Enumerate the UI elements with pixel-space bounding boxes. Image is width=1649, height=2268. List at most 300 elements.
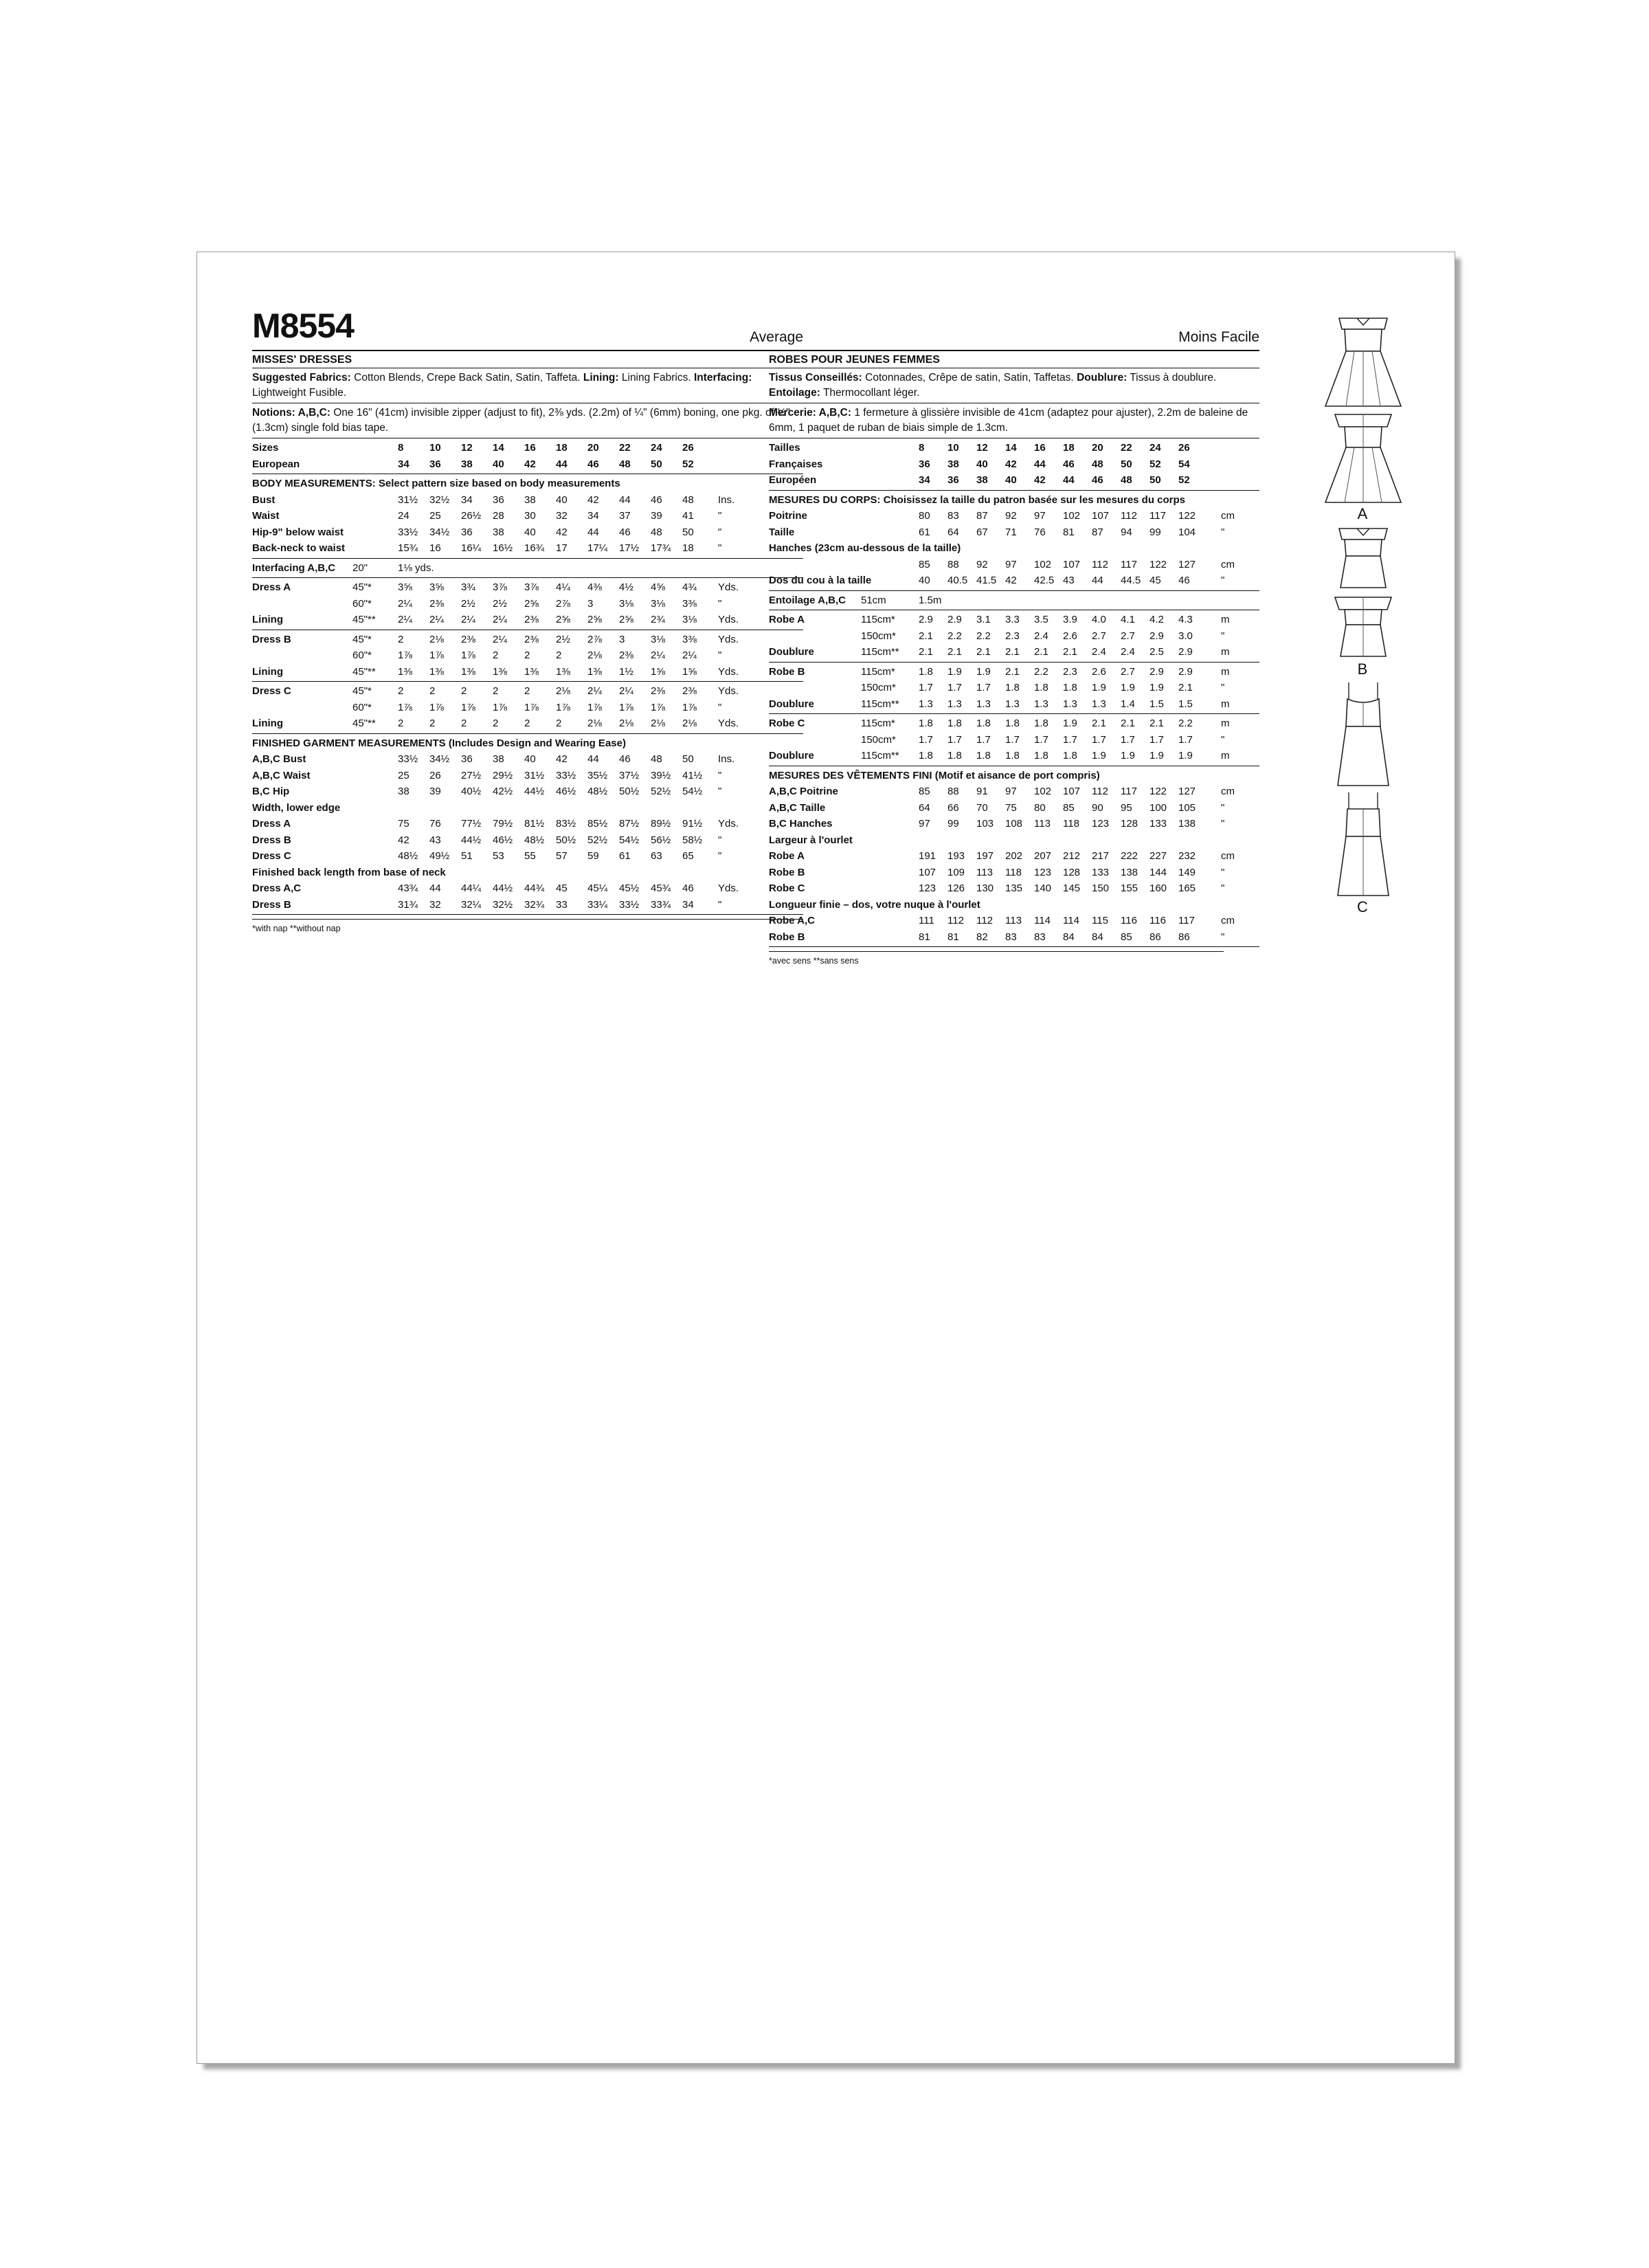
cell-value: 2¼ — [619, 685, 633, 697]
row-label: Back-neck to waist — [252, 542, 346, 554]
table-row — [769, 816, 1259, 832]
cell-value: 46 — [682, 882, 694, 894]
cell-value: 38 — [493, 526, 504, 538]
cell-value: 80 — [919, 510, 930, 522]
cell-value: 46 — [619, 526, 631, 538]
cell-value: 2⅛ — [429, 633, 444, 645]
cell-value: 123 — [1034, 866, 1052, 878]
cell-value: 54½ — [682, 786, 703, 797]
cell-value: 2.6 — [1092, 665, 1106, 678]
notions-label: Notions: A,B,C: — [252, 407, 330, 419]
cell-value: 48 — [619, 458, 631, 470]
cell-value: 26 — [682, 442, 694, 454]
cell-value: 59 — [587, 850, 599, 862]
cell-value: 48 — [651, 526, 662, 538]
cell-value: 1.7 — [1005, 733, 1020, 746]
cell-value: 3⅛ — [651, 597, 665, 610]
cell-value: 32½ — [429, 493, 450, 506]
row-label: Dress A — [252, 581, 291, 593]
cell-value: 2¼ — [682, 649, 697, 661]
table-row — [769, 472, 1259, 489]
cell-value: 112 — [947, 915, 964, 926]
cell-value: 83 — [1005, 931, 1017, 943]
cell-value: 33½ — [398, 526, 418, 538]
table-row — [252, 524, 803, 541]
row-label: Finished back length from base of neck — [252, 866, 446, 878]
cell-value: 117 — [1121, 558, 1137, 570]
table-row — [769, 929, 1259, 946]
cell-value: 1⅞ — [524, 701, 539, 713]
cell-value: 34 — [919, 474, 930, 486]
table-row — [769, 557, 1259, 573]
cell-value: 150 — [1092, 882, 1110, 894]
cell-value: 2.2 — [976, 630, 991, 642]
cell-value: 1.9 — [1092, 682, 1106, 693]
cell-value: 50 — [651, 458, 662, 470]
cell-value: 14 — [493, 442, 504, 454]
row-label: Robe B — [769, 866, 805, 878]
cell-value: 113 — [976, 866, 993, 878]
row-label: Doublure — [769, 698, 814, 710]
table-row — [252, 800, 803, 816]
cell-value: 1.8 — [919, 750, 933, 761]
row-label: B,C Hip — [252, 786, 290, 797]
cell-value: 76 — [429, 818, 441, 830]
cell-value: 42½ — [493, 786, 513, 797]
row-label: Width, lower edge — [252, 801, 341, 814]
cell-value: 126 — [947, 882, 965, 894]
cell-value: 85 — [1121, 931, 1132, 943]
row-label: Doublure — [769, 646, 814, 658]
cell-value: 3⅛ — [682, 614, 697, 625]
french-header — [769, 313, 1259, 347]
row-label: Interfacing A,B,C — [252, 562, 336, 574]
cell-value: 1.7 — [1149, 733, 1164, 746]
unit: Yds. — [718, 685, 739, 697]
cell-value: 4.0 — [1092, 614, 1106, 625]
table-row — [252, 683, 803, 700]
cell-value: 2.7 — [1092, 630, 1106, 642]
cell-value: 2¼ — [493, 633, 507, 645]
cell-value: 118 — [1005, 866, 1022, 878]
cell-value: 41½ — [682, 769, 703, 781]
cell-value: 107 — [1092, 510, 1110, 522]
cell-value: 44½ — [461, 834, 482, 846]
cell-value: 67 — [976, 526, 988, 538]
cell-value: 149 — [1178, 866, 1196, 878]
cell-value: 36 — [461, 526, 473, 538]
unit: Ins. — [718, 493, 735, 506]
cell-value: 2⅝ — [619, 614, 633, 625]
row-label: Waist — [252, 510, 280, 522]
cell-value: 2.2 — [1178, 718, 1193, 729]
unit: " — [1221, 733, 1225, 746]
table-row — [769, 696, 1259, 713]
dress-b-back-icon — [1312, 592, 1415, 660]
cell-value: 50½ — [619, 786, 640, 797]
cell-value: 76 — [1034, 526, 1046, 538]
table-row — [252, 848, 803, 865]
cell-value: 32¾ — [524, 898, 545, 911]
unit: Yds. — [718, 633, 739, 645]
row-label: A,B,C Poitrine — [769, 786, 838, 797]
cell-value: 48 — [651, 753, 662, 765]
table-row — [252, 596, 803, 612]
cell-value: 2⅝ — [556, 614, 570, 625]
cell-value: 1.3 — [947, 698, 962, 710]
cell-value: 92 — [976, 558, 988, 570]
dress-a-front-icon — [1312, 313, 1415, 409]
table-row — [252, 816, 803, 832]
cell-value: 51 — [461, 850, 473, 862]
cell-value: 2 — [398, 685, 404, 697]
cell-value: 1⅝ — [682, 665, 697, 678]
table-row — [252, 612, 803, 628]
cell-value: 2¼ — [429, 614, 444, 625]
cell-value: 1⅜ — [461, 665, 475, 678]
cell-value: 1.7 — [1063, 733, 1077, 746]
cell-value: 15¾ — [398, 542, 418, 554]
fabric-width: 45"** — [352, 718, 376, 729]
cell-value: 212 — [1063, 850, 1081, 862]
cell-value: 10 — [947, 442, 959, 454]
unit: cm — [1221, 558, 1235, 570]
cell-value: 3⅞ — [493, 581, 507, 593]
table-row — [769, 732, 1259, 748]
cell-value: 2.1 — [976, 646, 991, 658]
lining-text: Tissus à doublure. — [1130, 372, 1217, 383]
cell-value: 1.3 — [1034, 698, 1048, 710]
cell-value: 44 — [619, 493, 631, 506]
cell-value: 140 — [1034, 882, 1052, 894]
dress-b-front-icon — [1312, 523, 1415, 592]
cell-value: 2⅜ — [682, 685, 697, 697]
cell-value: 1.5 — [1178, 698, 1193, 710]
cell-value: 87 — [1092, 526, 1103, 538]
cell-value: 4.3 — [1178, 614, 1193, 625]
cell-value: 135 — [1005, 882, 1023, 894]
cell-value: 52½ — [587, 834, 608, 846]
cell-value: 44 — [429, 882, 441, 894]
cell-value: 36 — [461, 753, 473, 765]
english-header — [252, 307, 803, 347]
cell-value: 81 — [947, 931, 959, 943]
cell-value: 1.9 — [1092, 750, 1106, 761]
section-title-fr: ROBES POUR JEUNES FEMMES — [769, 350, 1259, 368]
cell-value: 100 — [1149, 801, 1167, 814]
cell-value: 2⅞ — [556, 597, 570, 610]
table-row — [252, 751, 803, 768]
cell-value: 50 — [682, 526, 694, 538]
cell-value: 18 — [682, 542, 694, 554]
cell-value: 64 — [947, 526, 959, 538]
cell-value: 123 — [919, 882, 936, 894]
dress-a-back-icon — [1312, 409, 1415, 505]
cell-value: 26½ — [461, 510, 482, 522]
cell-value: 44 — [587, 753, 599, 765]
cell-value: 128 — [1063, 866, 1081, 878]
french-column — [769, 313, 1259, 966]
finished-measurements-table — [769, 766, 1259, 948]
cell-value: 33¼ — [587, 898, 608, 911]
cell-value: 97 — [1005, 558, 1017, 570]
cell-value: 2.3 — [1005, 630, 1020, 642]
cell-value: 40 — [1005, 474, 1017, 486]
cell-value: 40 — [556, 493, 568, 506]
cell-value: 8 — [398, 442, 404, 454]
cell-value: 118 — [1063, 818, 1079, 830]
yardage-table — [252, 682, 803, 734]
cell-value: 1.7 — [1178, 733, 1193, 746]
cell-value: 102 — [1063, 510, 1081, 522]
notions-text: One 16" (41cm) invisible zipper (adjust to fit), 2⅜ yds. (2.2m) of ¼" (6mm) boning, one pkg. of ½" (1.3cm) single fold bias tape. — [252, 407, 790, 434]
row-label: Françaises — [769, 458, 823, 470]
body-measurements-table — [769, 491, 1259, 591]
cell-value: 52 — [682, 458, 694, 470]
cell-value: 2¼ — [651, 649, 665, 661]
cell-value: 44 — [1092, 575, 1103, 586]
cell-value: 1⅞ — [429, 701, 444, 713]
cell-value: 2 — [461, 718, 467, 729]
cell-value: 1⅜ — [587, 665, 602, 678]
row-label: Robe A — [769, 614, 805, 625]
cell-value: 2.5 — [1149, 646, 1164, 658]
cell-value: 114 — [1063, 915, 1079, 926]
cell-value: 22 — [1121, 442, 1132, 454]
cell-value: 1.7 — [976, 733, 991, 746]
cell-value: 109 — [947, 866, 965, 878]
fabric-width: 51cm — [861, 594, 886, 606]
sizes-table — [252, 438, 803, 474]
cell-value: 4¼ — [556, 581, 570, 593]
row-label: Doublure — [769, 750, 814, 761]
cell-value: 1.7 — [947, 682, 962, 693]
unit: " — [718, 526, 722, 538]
cell-value: 32 — [556, 510, 568, 522]
cell-value: 2⅜ — [524, 633, 539, 645]
cell-value: 64 — [919, 801, 930, 814]
cell-value: 4.2 — [1149, 614, 1164, 625]
cell-value: 33 — [556, 898, 568, 911]
cell-value: 4.1 — [1121, 614, 1135, 625]
cell-value: 3¾ — [461, 581, 475, 593]
view-b-label: B — [1357, 660, 1368, 678]
pattern-envelope-back — [197, 252, 1455, 2064]
cell-value: 1⅞ — [556, 701, 570, 713]
cell-value: 3⅛ — [619, 597, 633, 610]
cell-value: 1.9 — [1121, 750, 1135, 761]
cell-value: 1⅜ — [398, 665, 412, 678]
cell-value: 70 — [976, 801, 988, 814]
cell-value: 20 — [1092, 442, 1103, 454]
yardage-table — [769, 714, 1259, 766]
cell-value: 43 — [1063, 575, 1075, 586]
table-row — [769, 524, 1259, 541]
table-row — [252, 664, 803, 680]
row-label: A,B,C Bust — [252, 753, 306, 765]
cell-value: 1.8 — [1005, 682, 1020, 693]
table-row — [252, 647, 803, 664]
cell-value: 42 — [587, 493, 599, 506]
cell-value: 105 — [1178, 801, 1196, 814]
cell-value: 33½ — [398, 753, 418, 765]
cell-value: 53 — [493, 850, 504, 862]
cell-value: 3⅛ — [651, 633, 665, 645]
row-label: Européen — [769, 474, 817, 486]
cell-value: 31¾ — [398, 898, 418, 911]
cell-value: 1⅜ — [556, 665, 570, 678]
yardage-table — [769, 663, 1259, 715]
cell-value: 138 — [1121, 866, 1138, 878]
cell-value: 2⅛ — [587, 718, 602, 729]
footnote: *avec sens **sans sens — [769, 951, 1224, 966]
cell-value: 40 — [919, 575, 930, 586]
fabric-width: 45"** — [352, 665, 376, 678]
row-label: Hanches (23cm au-dessous de la taille) — [769, 542, 961, 554]
unit: " — [1221, 931, 1225, 943]
interfacing-text: Thermocollant léger. — [822, 387, 920, 399]
cell-value: 1⅞ — [398, 701, 412, 713]
cell-value: 40 — [976, 458, 988, 470]
unit: " — [718, 834, 722, 846]
fabric-width: 60"* — [352, 597, 372, 610]
interfacing-text: Lightweight Fusible. — [252, 387, 346, 399]
cell-value: 90 — [1092, 801, 1103, 814]
cell-value: 1.8 — [1034, 750, 1048, 761]
cell-value: 27½ — [461, 769, 482, 781]
cell-value: 2⅛ — [651, 718, 665, 729]
unit: " — [1221, 682, 1225, 693]
cell-value: 28 — [493, 510, 504, 522]
row-label: Robe A — [769, 850, 805, 862]
cell-value: 115 — [1092, 915, 1108, 926]
unit: m — [1221, 614, 1230, 625]
cell-value: 222 — [1121, 850, 1138, 862]
cell-value: 31½ — [524, 769, 545, 781]
cell-value: 35½ — [587, 769, 608, 781]
cell-value: 1⅞ — [587, 701, 602, 713]
dress-c-front-icon — [1312, 678, 1415, 788]
cell-value: 165 — [1178, 882, 1196, 894]
cell-value: 14 — [1005, 442, 1017, 454]
fabric-width: 150cm* — [861, 733, 896, 746]
fabric-width: 45"** — [352, 614, 376, 625]
cell-value: 1.3 — [1063, 698, 1077, 710]
cell-value: 83 — [1034, 931, 1046, 943]
cell-value: 38 — [398, 786, 410, 797]
fabric-width: 115cm* — [861, 614, 895, 625]
row-label: Lining — [252, 614, 283, 625]
cell-value: 48 — [682, 493, 694, 506]
table-row — [252, 715, 803, 732]
cell-value: 2¼ — [587, 685, 602, 697]
row-label: Dress B — [252, 633, 291, 645]
cell-value: 43 — [429, 834, 441, 846]
fabric-width: 45"* — [352, 581, 372, 593]
table-row — [769, 456, 1259, 473]
cell-value: 2⅜ — [651, 685, 665, 697]
cell-value: 107 — [1063, 558, 1081, 570]
cell-value: 138 — [1178, 818, 1196, 830]
cell-value: 44 — [1063, 474, 1075, 486]
cell-value: 2⅜ — [524, 614, 539, 625]
table-row — [252, 897, 803, 913]
cell-value: 85 — [919, 786, 930, 797]
cell-value: 3.3 — [1005, 614, 1020, 625]
cell-value: 2.1 — [947, 646, 962, 658]
table-row — [252, 492, 803, 509]
cell-value: 91½ — [682, 818, 703, 830]
cell-value: 1⅞ — [682, 701, 697, 713]
cell-value: 217 — [1092, 850, 1110, 862]
cell-value: 48 — [1121, 474, 1132, 486]
cell-value: 44½ — [493, 882, 513, 894]
cell-value: 48 — [1092, 458, 1103, 470]
section-heading: BODY MEASUREMENTS: Select pattern size based on body measurements — [252, 478, 620, 489]
notions-label: Mercerie: A,B,C: — [769, 407, 852, 419]
unit: Ins. — [718, 753, 735, 765]
cell-value: 42 — [398, 834, 410, 846]
cell-value: 1⅞ — [651, 701, 665, 713]
section-title: MISSES' DRESSES — [252, 350, 803, 368]
cell-value: 44.5 — [1121, 575, 1141, 586]
unit: " — [1221, 801, 1225, 814]
cell-value: 88 — [947, 786, 959, 797]
unit: " — [718, 510, 722, 522]
row-label: Dress C — [252, 850, 291, 862]
cell-value: 2.3 — [1063, 665, 1077, 678]
fabric-width: 115cm* — [861, 718, 895, 729]
cell-value: 122 — [1149, 786, 1167, 797]
cell-value: 48½ — [524, 834, 545, 846]
table-row — [252, 832, 803, 849]
cell-value: 112 — [1121, 510, 1137, 522]
cell-value: 1.3 — [919, 698, 933, 710]
table-row — [769, 848, 1259, 865]
table-row — [769, 715, 1259, 732]
unit: " — [718, 542, 722, 554]
cell-value: 2.1 — [1005, 665, 1020, 678]
cell-value: 1.9 — [1063, 718, 1077, 729]
table-row — [252, 880, 803, 897]
cell-value: 1.7 — [919, 733, 933, 746]
cell-value: 127 — [1178, 558, 1196, 570]
cell-value: 1⅞ — [461, 649, 475, 661]
table-row — [769, 612, 1259, 628]
table-row — [252, 632, 803, 648]
pattern-number: M8554 — [252, 307, 354, 345]
cell-value: 1.9 — [1121, 682, 1135, 693]
row-label: Dress A — [252, 818, 291, 830]
fabrics-text: Cotton Blends, Crepe Back Satin, Satin, Taffeta. — [354, 372, 581, 383]
cell-value: 42.5 — [1034, 575, 1055, 586]
cell-value: 1.8 — [947, 718, 962, 729]
cell-value: 1.5 — [1149, 698, 1164, 710]
cell-value: 16½ — [493, 542, 513, 554]
cell-value: 97 — [919, 818, 930, 830]
cell-value: 45 — [1149, 575, 1161, 586]
cell-value: 61 — [619, 850, 631, 862]
cell-value: 2.4 — [1092, 646, 1106, 658]
table-row — [769, 880, 1259, 897]
cell-value: 2.7 — [1121, 665, 1135, 678]
cell-value: 130 — [976, 882, 994, 894]
cell-value: 1.9 — [1149, 750, 1164, 761]
cell-value: 2.1 — [1034, 646, 1048, 658]
cell-value: 3⅝ — [429, 581, 444, 593]
cell-value: 17 — [556, 542, 568, 554]
cell-value: 82 — [976, 931, 988, 943]
